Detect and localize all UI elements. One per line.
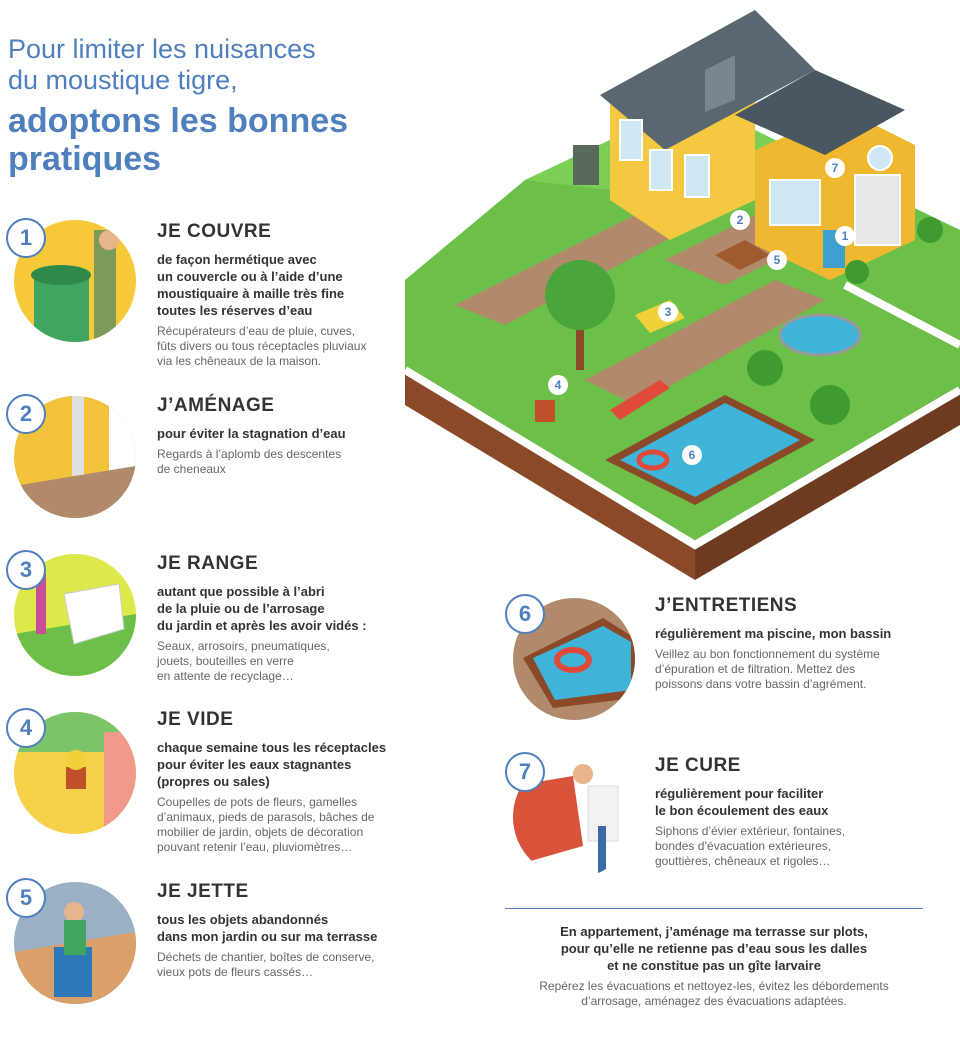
title-line-1: Pour limiter les nuisances — [8, 34, 316, 64]
house-marker-5 — [767, 250, 787, 270]
step-3 — [0, 550, 420, 683]
house-marker-4 — [548, 375, 568, 395]
svg-text:3: 3 — [664, 305, 672, 319]
svg-text:5: 5 — [773, 253, 781, 267]
title-line-3: adoptons les bonnes — [8, 102, 349, 140]
step-examples: Récupérateurs d’eau de pluie, cuves, fûts divers ou tous réceptacles pluviaux via les chêneaux de la maison. — [157, 324, 367, 368]
svg-text:6: 6 — [688, 448, 696, 462]
step-number-badge: 4 — [6, 708, 46, 748]
note-instruction: En appartement, j’aménage ma terrasse sur plots, pour qu’elle ne retienne pas d’eau sous les dalles et ne constitue pas un gîte larvaire — [560, 924, 868, 973]
step-7 — [505, 752, 945, 882]
title-line-2: du moustique tigre, — [8, 65, 238, 95]
step-examples: Siphons d’évier extérieur, fontaines, bondes d’évacuation extérieures, gouttières, chêneaux et rigoles… — [655, 824, 846, 868]
svg-text:4: 4 — [554, 378, 562, 392]
step-instruction: autant que possible à l’abri de la pluie ou de l’arrosage du jardin et après les avoir vidés : — [157, 584, 367, 633]
step-number-badge: 3 — [6, 550, 46, 590]
step-number-badge: 5 — [6, 878, 46, 918]
page-title — [8, 34, 428, 178]
step-examples: Veillez au bon fonctionnement du système d’épuration et de filtration. Mettez des poissons dans votre bassin d’agrément. — [655, 647, 880, 691]
house-marker-1 — [835, 226, 855, 246]
svg-text:2: 2 — [736, 213, 744, 227]
step-examples: Seaux, arrosoirs, pneumatiques, jouets, bouteilles en verre en attente de recyclage… — [157, 639, 330, 683]
step-instruction: de façon hermétique avec un couvercle ou à l’aide d’une moustiquaire à maille très fine toutes les réserves d’eau — [157, 252, 345, 318]
step-heading: JE CURE — [655, 755, 741, 776]
title-line-4: pratiques — [8, 140, 162, 178]
step-instruction: pour éviter la stagnation d’eau — [157, 426, 346, 441]
apartment-note — [505, 908, 923, 1009]
step-heading: JE VIDE — [157, 709, 234, 730]
step-number-badge: 2 — [6, 394, 46, 434]
step-instruction: tous les objets abandonnés dans mon jardin ou sur ma terrasse — [157, 912, 378, 944]
note-details: Repérez les évacuations et nettoyez-les, évitez les débordements d’arrosage, aménagez des évacuations adaptées. — [539, 979, 889, 1008]
step-1 — [0, 218, 420, 368]
step-heading: JE RANGE — [157, 553, 259, 574]
step-instruction: chaque semaine tous les réceptacles pour éviter les eaux stagnantes (propres ou sales) — [157, 740, 387, 789]
house-illustration — [395, 0, 960, 590]
house-marker-7 — [825, 158, 845, 178]
step-instruction: régulièrement pour faciliter le bon écoulement des eaux — [655, 786, 829, 818]
step-heading: J’AMÉNAGE — [157, 395, 275, 416]
step-5 — [0, 878, 420, 1008]
step-examples: Regards à l’aplomb des descentes de cheneaux — [157, 447, 342, 476]
svg-text:7: 7 — [831, 161, 839, 175]
house-marker-2 — [730, 210, 750, 230]
svg-text:1: 1 — [841, 229, 849, 243]
house-marker-6 — [682, 445, 702, 465]
house-marker-3 — [658, 302, 678, 322]
step-examples: Déchets de chantier, boîtes de conserve, vieux pots de fleurs cassés… — [157, 950, 375, 979]
step-instruction: régulièrement ma piscine, mon bassin — [655, 626, 892, 641]
step-number-badge: 1 — [6, 218, 46, 258]
step-heading: JE COUVRE — [157, 221, 272, 242]
step-heading: JE JETTE — [157, 881, 249, 902]
step-6 — [505, 592, 945, 722]
step-examples: Coupelles de pots de fleurs, gamelles d’animaux, pieds de parasols, bâches de mobilier de jardin, objets de décoration pouvant retenir l’eau, pluviomètres… — [157, 795, 375, 854]
step-number-badge: 7 — [505, 752, 545, 792]
step-2 — [0, 392, 420, 522]
step-4 — [0, 706, 420, 856]
step-heading: J’ENTRETIENS — [655, 595, 798, 616]
step-number-badge: 6 — [505, 594, 545, 634]
